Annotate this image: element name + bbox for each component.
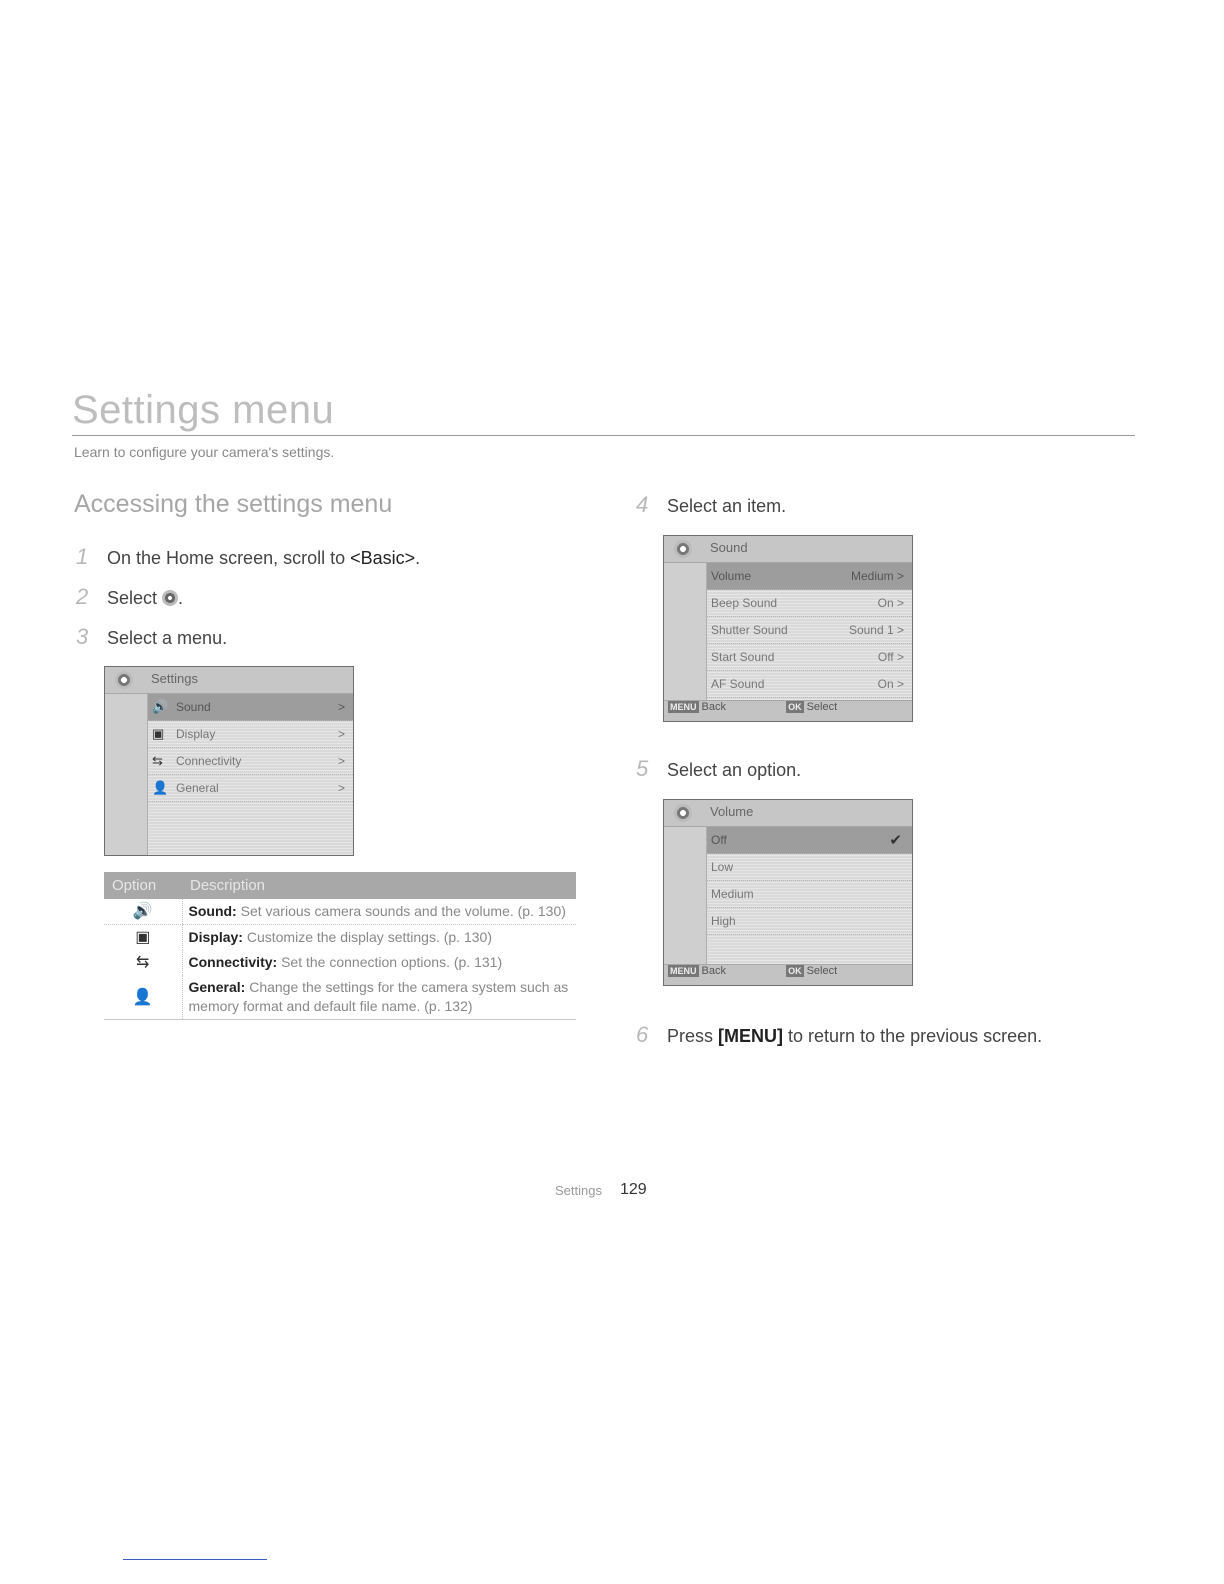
general-icon: 👤 [104,975,182,1020]
settings-screen [104,666,354,856]
step-text: Select an option. [667,760,802,780]
select-hint: Select [806,701,838,713]
display-icon: ▣ [135,929,151,946]
step-5 [636,756,801,782]
screen-footer [664,964,912,985]
item-label: Connectivity [176,754,242,768]
step-number: 4 [636,492,649,517]
item-value: Sound 1 > [848,623,904,637]
general-icon: 👤 [152,780,169,795]
screen-sidebar [105,667,148,855]
connectivity-icon: ⇆ [152,753,163,768]
step-2 [76,584,183,610]
settings-item-display[interactable] [148,721,353,748]
volume-option-medium[interactable] [707,881,912,908]
screen-header-label: Settings [151,671,198,686]
option-label: Off [711,833,727,847]
item-label: Display [176,727,216,741]
page-number: 129 [620,1181,647,1198]
page-subtitle: Learn to configure your camera's settings. [74,444,335,460]
menu-key-icon: MENU [670,702,697,712]
item-label: Beep Sound [711,596,778,610]
step-6 [636,1022,1042,1048]
screen-header [105,667,353,694]
step-text: Select . [107,588,184,608]
step-4 [636,492,786,518]
menu-key-icon: MENU [670,966,697,976]
settings-gear-icon [162,590,178,606]
settings-gear-icon [674,540,692,558]
option-table [104,872,576,1020]
step-text: On the Home screen, scroll to <Basic>. [107,548,421,568]
step-3 [76,624,227,650]
item-label: AF Sound [711,677,765,691]
settings-item-sound[interactable] [148,694,353,721]
screen-sidebar [664,536,707,721]
item-label: Start Sound [711,650,775,664]
ok-key-icon: OK [788,702,802,712]
table-header-row [104,872,576,899]
checkmark-icon: ✔ [889,832,902,849]
table-row [104,899,576,925]
step-1 [76,544,420,570]
item-value: Medium > [850,569,904,583]
sound-screen [663,535,913,722]
table-row [104,975,576,1020]
screen-header [664,536,912,563]
settings-item-connectivity[interactable] [148,748,353,775]
option-label: Low [711,860,734,874]
chevron-right-icon: > [337,700,345,714]
chevron-right-icon: > [337,754,345,768]
option-description: Sound: Set various camera sounds and the volume. (p. 130) [182,899,576,925]
select-hint: Select [806,965,838,977]
sound-item-volume[interactable] [707,563,912,590]
step-number: 3 [76,624,89,649]
item-value: Off > [877,650,904,664]
column-header: Option [104,872,182,899]
item-label: Shutter Sound [711,623,788,637]
chevron-right-icon: > [337,781,345,795]
step-text: Select an item. [667,496,787,516]
option-label: Medium [711,887,754,901]
column-header: Description [182,872,576,899]
settings-gear-icon [674,804,692,822]
sound-item-beep[interactable] [707,590,912,617]
sound-icon: 🔊 [104,899,182,925]
settings-gear-icon [115,671,133,689]
item-label: Sound [176,700,211,714]
screen-header-label: Sound [710,540,748,555]
item-value: On > [877,677,904,691]
connectivity-icon: ⇆ [136,954,150,971]
sound-item-shutter[interactable] [707,617,912,644]
step-number: 2 [76,584,89,609]
step-number: 5 [636,756,649,781]
page-title: Settings menu [72,388,335,432]
sound-item-start[interactable] [707,644,912,671]
screen-footer [664,700,912,721]
footer-section-label: Settings [555,1183,602,1198]
volume-option-high[interactable] [707,908,912,935]
item-label: Volume [711,569,752,583]
chevron-right-icon: > [337,727,345,741]
display-icon: ▣ [152,726,165,741]
step-text: Press [MENU] to return to the previous screen. [667,1026,1043,1046]
footnote-rule [123,1559,267,1560]
back-hint: Back [701,965,726,977]
sound-item-af[interactable] [707,671,912,698]
table-row [104,950,576,975]
screen-header-label: Volume [710,804,754,819]
screen-sidebar [664,800,707,985]
section-heading: Accessing the settings menu [74,490,393,518]
option-description: Connectivity: Set the connection options. (p. 131) [182,950,576,975]
ok-key-icon: OK [788,966,802,976]
option-description: Display: Customize the display settings. (p. 130) [182,925,576,951]
step-number: 1 [76,544,89,569]
step-number: 6 [636,1022,649,1047]
volume-option-low[interactable] [707,854,912,881]
option-label: High [711,914,736,928]
table-row [104,925,576,951]
item-label: General [176,781,219,795]
sound-icon: 🔊 [152,699,169,714]
option-description: General: Change the settings for the camera system such as memory format and default file name. (p. 132) [182,975,576,1020]
volume-option-off[interactable] [707,827,912,854]
title-divider [72,435,1135,436]
settings-item-general[interactable] [148,775,353,802]
volume-screen [663,799,913,986]
screen-header [664,800,912,827]
back-hint: Back [701,701,726,713]
item-value: On > [877,596,904,610]
step-text: Select a menu. [107,628,228,648]
